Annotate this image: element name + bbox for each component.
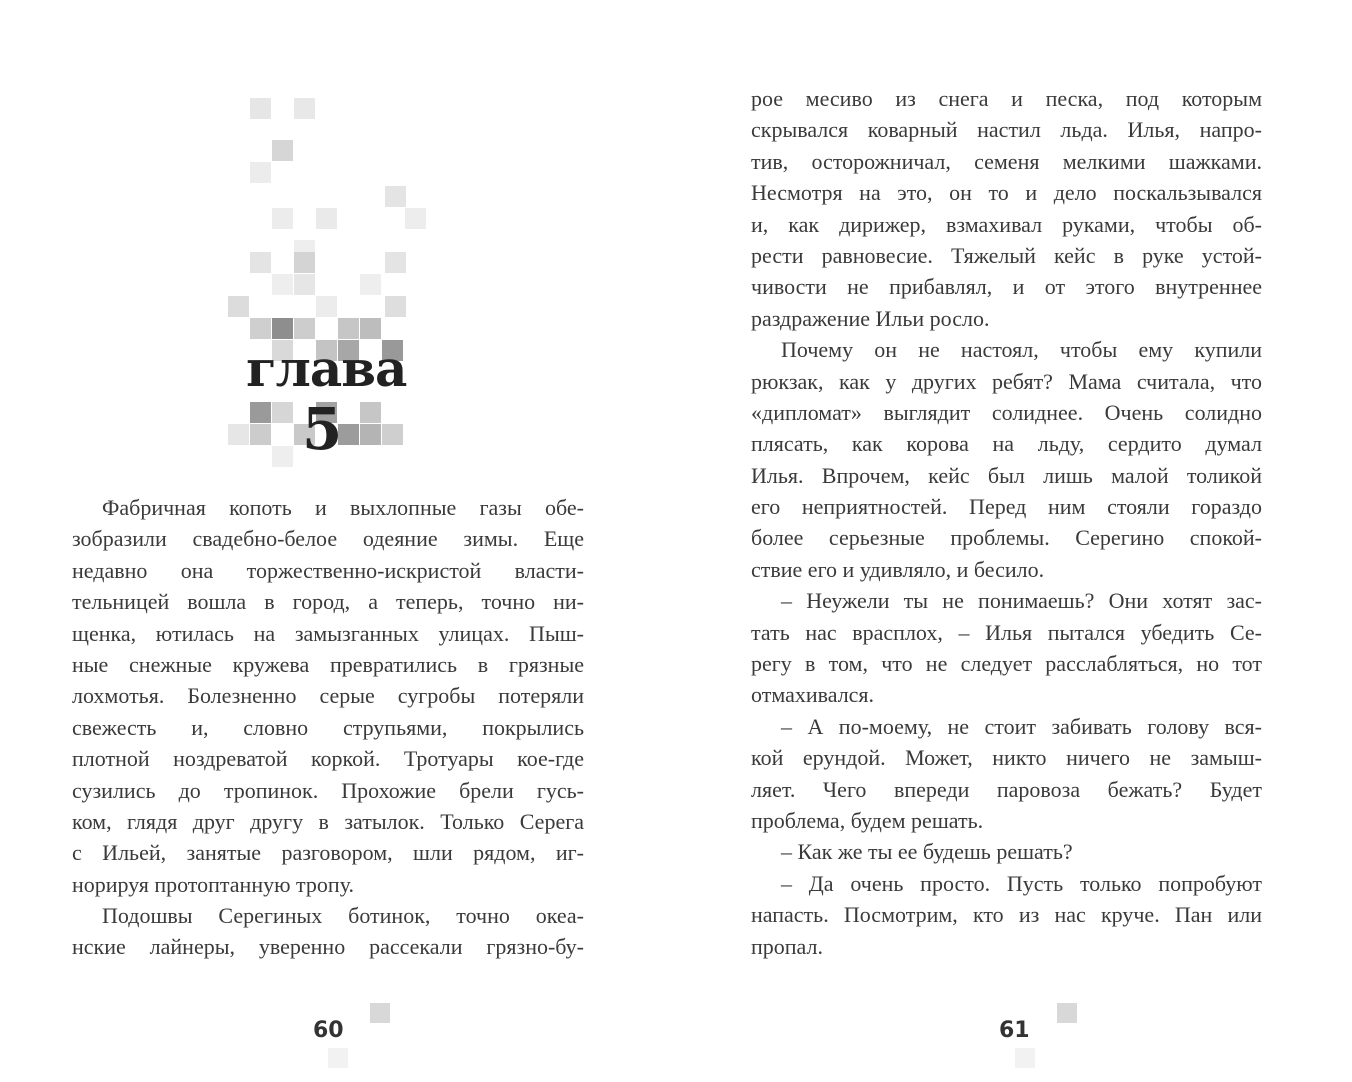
text-line: зобразили свадебно-белое одеяние зимы. Еще (72, 526, 584, 552)
text-line: ком, глядя друг другу в затылок. Только Серега (72, 808, 584, 834)
text-line: тать нас врасплох, – Илья пытался убедить Се- (751, 619, 1262, 645)
text-line: сузились до тропинок. Прохожие брели гусь- (72, 777, 584, 803)
pixel-square (294, 274, 315, 295)
chapter-heading: глава (246, 339, 407, 398)
pixel-square (360, 424, 381, 445)
text-line: регу в том, что не следует расслабляться, но тот (751, 651, 1262, 677)
pixel-square (272, 274, 293, 295)
text-line: – Неужели ты не понимаешь? Они хотят зас- (781, 588, 1262, 614)
pixel-square (316, 296, 337, 317)
text-line: нские лайнеры, уверенно рассекали грязно-бу- (72, 934, 584, 960)
pixel-square (385, 252, 406, 273)
pixel-square (385, 186, 406, 207)
text-line: тельницей вошла в город, а теперь, точно ни- (72, 589, 584, 615)
text-line: и, как дирижер, взмахивал руками, чтобы об- (751, 211, 1262, 237)
text-line: свежесть и, словно струпьями, покрылись (72, 714, 584, 740)
text-line: норируя протоптанную тропу. (72, 871, 354, 897)
text-line: – Как же ты ее будешь решать? (781, 839, 1073, 865)
pixel-square (228, 424, 249, 445)
pixel-square (272, 318, 293, 339)
text-line: лохмотья. Болезненно серые сугробы потеряли (72, 683, 584, 709)
page-number-right: 61 (999, 1018, 1030, 1043)
text-line: Подошвы Серегиных ботинок, точно океа- (102, 903, 584, 929)
text-line: раздражение Ильи росло. (751, 305, 990, 331)
text-line: рюкзак, как у других ребят? Мама считала, что (751, 368, 1262, 394)
pixel-square (272, 208, 293, 229)
text-line: его неприятностей. Перед ним стояли гораздо (751, 494, 1262, 520)
pixel-square (250, 402, 271, 423)
pixel-square (250, 252, 271, 273)
right-page (676, 0, 1352, 1082)
text-line: ствие его и удивляло, и бесило. (751, 556, 1045, 582)
text-line: Несмотря на это, он то и дело поскальзывался (751, 180, 1262, 206)
pixel-square (250, 162, 271, 183)
text-line: отмахивался. (751, 682, 875, 708)
right-page-text (751, 83, 1262, 962)
pixel-square (250, 424, 271, 445)
text-line: чивости не прибавлял, и от этого внутреннее (751, 274, 1262, 300)
text-line: – Да очень просто. Пусть только попробуют (781, 870, 1262, 896)
pixel-square (228, 296, 249, 317)
text-line: ные снежные кружева превратились в грязные (72, 651, 584, 677)
text-line: более серьезные проблемы. Серегино спокой- (751, 525, 1262, 551)
pixel-square (385, 296, 406, 317)
pixel-square (250, 318, 271, 339)
text-line: щенка, ютилась на замызганных улицах. Пыш- (72, 620, 584, 646)
page-number-left: 60 (313, 1018, 344, 1043)
pixel-square (294, 252, 315, 273)
text-line: рести равновесие. Тяжелый кейс в руке устой- (751, 242, 1262, 268)
pixel-square (370, 1003, 390, 1023)
text-line: напасть. Посмотрим, кто из нас круче. Пан или (751, 902, 1262, 928)
pixel-square (272, 446, 293, 467)
text-line: Почему он не настоял, чтобы ему купили (781, 337, 1262, 363)
text-line: плотной ноздреватой коркой. Тротуары кое-где (72, 746, 584, 772)
text-line: «дипломат» выглядит солиднее. Очень солидно (751, 399, 1262, 425)
pixel-square (360, 318, 381, 339)
text-line: ляет. Чего впереди паровоза бежать? Будет (751, 776, 1262, 802)
pixel-square (272, 402, 293, 423)
text-line: проблема, будем решать. (751, 807, 984, 833)
text-line: Фабричная копоть и выхлопные газы обе- (102, 495, 584, 520)
pixel-square (328, 1048, 348, 1068)
pixel-square (272, 140, 293, 161)
pixel-square (1015, 1048, 1035, 1068)
pixel-square (250, 98, 271, 119)
text-line: рое месиво из снега и песка, под которым (751, 86, 1262, 111)
pixel-square (294, 98, 315, 119)
text-line: тив, осторожничал, семеня мелкими шажками. (751, 148, 1262, 174)
chapter-number: 5 (302, 395, 343, 463)
pixel-square (360, 274, 381, 295)
pixel-square (316, 208, 337, 229)
text-line: скрывался коварный настил льда. Илья, напро- (751, 117, 1262, 143)
text-line: недавно она торжественно-искристой власти- (72, 557, 584, 583)
pixel-square (1057, 1003, 1077, 1023)
pixel-square (338, 318, 359, 339)
pixel-square (360, 402, 381, 423)
text-line: – А по-моему, не стоит забивать голову вся- (781, 713, 1262, 739)
pixel-square (294, 318, 315, 339)
text-line: с Ильей, занятые разговором, шли рядом, иг- (72, 840, 584, 866)
text-line: Илья. Впрочем, кейс был лишь малой толикой (751, 462, 1262, 488)
text-line: пропал. (751, 933, 823, 959)
pixel-square (405, 208, 426, 229)
left-page-text (72, 492, 584, 963)
pixel-square (382, 424, 403, 445)
text-line: плясать, как корова на льду, сердито думал (751, 431, 1262, 457)
text-line: кой ерундой. Может, никто ничего не замыш- (751, 745, 1262, 771)
